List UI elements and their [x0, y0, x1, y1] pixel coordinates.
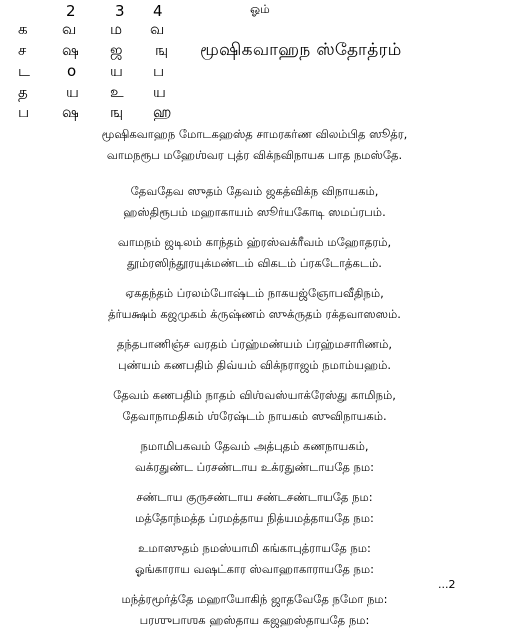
key-row: [0, 20, 200, 40]
verse-line: மத்தோந்மத்த ப்ரமத்தாய நித்யமத்தாயதே நம:: [135, 511, 374, 525]
verse-line: பரஶுபாஶக ஹஸ்தாய கஜஹஸ்தாயதே நம:: [139, 613, 370, 627]
verse-line: தேவம் கணபதிம் நாதம் விஶ்வஸ்யாக்ரேஸ்து காமிநம்,: [113, 388, 396, 402]
key-cell: க: [18, 20, 28, 38]
verse-line: ஹஸ்திரூபம் மஹாகாயம் ஸூர்யகோடி ஸமப்ரபம்.: [123, 205, 386, 219]
verse-line: ஏகதந்தம் ப்ரலம்போஷ்டம் நாகயஜ்ஞோபவீதிநம்,: [125, 286, 384, 300]
verse-line: நமாமிபகவம் தேவம் அத்புதம் கணநாயகம்,: [140, 439, 369, 453]
key-cell: o: [67, 62, 77, 80]
verse-body: [0, 124, 509, 631]
stanza: [0, 334, 509, 376]
key-cell: த: [18, 83, 28, 101]
stanza: [0, 487, 509, 529]
key-cell: ய: [110, 62, 123, 80]
page-indicator: ...2: [438, 578, 456, 591]
key-row: [0, 103, 200, 123]
key-row: [0, 2, 200, 22]
key-cell: ட: [18, 62, 30, 80]
key-cell: ச: [18, 41, 27, 59]
stanza: [0, 385, 509, 427]
key-row: [0, 62, 200, 82]
key-cell: 3: [115, 2, 125, 20]
stanza: [0, 538, 509, 580]
key-cell: ஜ: [110, 41, 123, 59]
page-title: மூஷிகவாஹந ஸ்தோத்ரம்: [200, 40, 402, 60]
verse-line: வாமநரூப மஹேஶ்வர புத்ர விக்நவிநாயக பாத நமஸ்தே.: [106, 148, 403, 162]
stanza: [0, 181, 509, 223]
om-mark: ஓம்: [250, 2, 270, 16]
stanza: [0, 283, 509, 325]
key-cell: ஙு: [110, 103, 124, 121]
key-row: [0, 83, 200, 103]
stanza: [0, 589, 509, 631]
verse-line: வாமநம் ஜடிலம் காந்தம் ஹ்ரஸ்வக்ரீவம் மஹோதரம்,: [117, 235, 392, 249]
verse-line: உமாஸுதம் நமஸ்யாமி கங்காபுத்ராயதே நம:: [138, 541, 371, 555]
key-cell: ஹ: [153, 103, 172, 121]
key-cell: ப: [18, 103, 30, 121]
key-cell: ப: [153, 62, 165, 80]
verse-line: தேவாநாமதிகம் ஶ்ரேஷ்டம் நாயகம் ஸுவிநாயகம்.: [122, 409, 387, 423]
key-cell: உ: [110, 83, 124, 101]
key-cell: ய: [66, 83, 79, 101]
verse-line: மூஷிகவாஹந மோடகஹஸ்த சாமரகர்ண விலம்பித ஸூத்ர,: [101, 127, 408, 141]
key-cell: 2: [66, 2, 76, 20]
key-cell: 4: [153, 2, 163, 20]
verse-line: தேவதேவ ஸுதம் தேவம் ஜகத்விக்ந விநாயகம்,: [130, 184, 379, 198]
key-cell: ஷ: [62, 103, 79, 121]
key-cell: ஷ: [62, 41, 79, 59]
verse-line: தூம்ரஸிந்தூரயுக்மண்டம் விகடம் ப்ரகடோத்கடம்.: [127, 256, 382, 270]
stanza: [0, 124, 509, 166]
key-row: [0, 41, 200, 61]
verse-line: ஓங்காராய வஷட்கார ஸ்வாஹாகாராயதே நம:: [134, 562, 374, 576]
stanza: [0, 232, 509, 274]
verse-line: சண்டாய குருசண்டாய சண்டசண்டாயதே நம:: [136, 490, 373, 504]
verse-line: புண்யம் கணபதிம் திவ்யம் விக்நராஜம் நமாம்யஹம்.: [117, 358, 392, 372]
key-cell: ஙு: [155, 41, 169, 59]
verse-line: வக்ரதுண்ட ப்ரசண்டாய உக்ரதுண்டாயதே நம:: [134, 460, 375, 474]
verse-line: தந்தபாணிஞ்ச வரதம் ப்ரஹ்மண்யம் ப்ரஹ்மசாரிணம்,: [116, 337, 393, 351]
key-cell: ய: [153, 83, 166, 101]
key-cell: வ: [62, 20, 77, 38]
key-cell: வ: [150, 20, 165, 38]
verse-line: மந்த்ரமூர்த்தே மஹாயோகிந் ஜாதவேதே நமோ நம:: [121, 592, 388, 606]
key-cell: ம: [110, 20, 123, 38]
verse-line: த்ர்யக்ஷம் கஜமுகம் க்ருஷ்ணம் ஸுக்ருதம் ரக்தவாஸஸம்.: [108, 307, 401, 321]
stanza: [0, 436, 509, 478]
